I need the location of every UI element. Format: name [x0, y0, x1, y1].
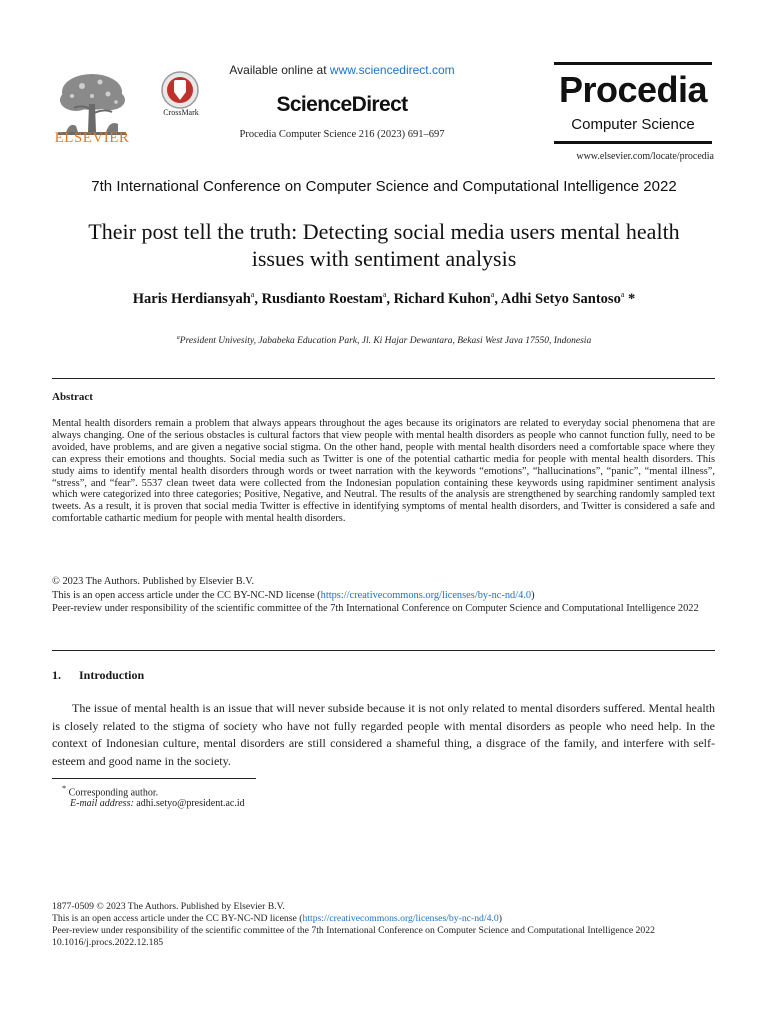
- license-suffix: ): [531, 589, 535, 601]
- peer-review-line: Peer-review under responsibility of the scientific committee of the 7th International Conference on Computer Science and Computational Intelligence 2022: [52, 603, 699, 615]
- footnote-star: *: [62, 784, 67, 793]
- abstract-copyright-block: [52, 575, 715, 616]
- abstract-bottom-rule: [52, 650, 715, 651]
- author-separator: ,: [254, 290, 262, 307]
- corresponding-author-note: [62, 784, 158, 798]
- email-label: E-mail address:: [70, 798, 134, 809]
- available-prefix: Available online at: [229, 63, 327, 77]
- author-separator: ,: [386, 290, 394, 307]
- footer-peer-review: Peer-review under responsibility of the scientific committee of the 7th International Conference on Computer Science and Computational Intelligence 2022: [52, 925, 655, 936]
- introduction-heading: [52, 668, 144, 683]
- author-list: [40, 290, 728, 308]
- sciencedirect-wordmark: ScienceDirect: [276, 93, 408, 116]
- affiliation-mark: a: [176, 335, 180, 341]
- license-link[interactable]: https://creativecommons.org/licenses/by-nc-nd/4.0: [320, 589, 532, 601]
- abstract-heading: Abstract: [52, 391, 93, 403]
- footer-license-prefix: This is an open access article under the CC BY-NC-ND license (: [52, 913, 303, 924]
- corresponding-author-mark: *: [624, 290, 636, 307]
- abstract-top-rule: [52, 378, 715, 379]
- author-affiliation-mark: a: [250, 290, 255, 299]
- footer-license-suffix: ): [498, 913, 502, 924]
- crossmark-label: CrossMark: [163, 108, 199, 117]
- title-line-2: issues with sentiment analysis: [251, 246, 517, 271]
- corresponding-label: Corresponding author.: [68, 787, 159, 799]
- author-name: Haris Herdiansyah: [132, 290, 251, 307]
- crossmark-icon[interactable]: [160, 70, 200, 110]
- available-online-line: [210, 63, 474, 77]
- footer-license-link[interactable]: https://creativecommons.org/licenses/by-nc-nd/4.0: [302, 913, 499, 924]
- author-affiliation: [40, 335, 728, 346]
- procedia-subtitle: Computer Science: [571, 116, 695, 133]
- author-affiliation-mark: a: [620, 290, 625, 299]
- author-name: Richard Kuhon: [393, 290, 491, 307]
- section-number: 1.: [52, 668, 61, 682]
- affiliation-text: President Univesity, Jababeka Education Park, Jl. Ki Hajar Dewantara, Bekasi West Java 17550, Indonesia: [179, 336, 592, 347]
- journal-url[interactable]: www.elsevier.com/locate/procedia: [576, 151, 714, 162]
- author-separator: ,: [494, 290, 501, 307]
- email-note: [70, 798, 245, 809]
- footnote-rule: [52, 778, 256, 779]
- elsevier-wordmark: ELSEVIER: [54, 130, 130, 146]
- author-affiliation-mark: a: [490, 290, 495, 299]
- abstract-text: Mental health disorders remain a problem that always appears throughout the ages because its originators are related to everyday social phenomena that are always changing. One of the serious obstacles is cultural factors that view people with mental health disorders as people who cannot function fully, need to be avoided, have problems, and are given a negative social stigma. On the other hand, people with mental health disorders need a comfortable space where they can express their emotions and thoughts. Social media such as Twitter is one of the potential cathartic media for people with mental health disorders. This study aims to identify mental health disorders through words or tweet narration with the keywords “emotions”, “hallucinations”, “panic”, “mental illness”, “stress”, and “fear”. 5537 clean tweet data were collected from the Indonesian population containing these keywords using rapidminer sentiment analysis which were categorized into three categories; Positive, Negative, and Neutral. The results of the analysis are strengthened by searching randomly sampled text tweets. As a result, it is proven that social media Twitter is effective in identifying symptoms of mental health disorders, and Twitter is considered a safe and comfortable cathartic medium for people with mental health disorders.: [52, 418, 715, 525]
- author-name: Adhi Setyo Santoso: [500, 290, 621, 307]
- license-line: [52, 589, 715, 603]
- footer-license-line: [52, 913, 715, 925]
- page-footer: [52, 901, 715, 949]
- license-prefix: This is an open access article under the CC BY-NC-ND license (: [52, 589, 321, 601]
- author-name: Rusdianto Roestam: [261, 290, 383, 307]
- introduction-text: The issue of mental health is an issue that will never subside because it is not only related to mental disorders suffered. Mental health is closely related to the stigma of society who have not fully regarded people with mental disorders as people who need help. In the context of Indonesian culture, mental disorders are still considered a shameful thing, a disgrace of the family, and interfere with self-esteem and good name in the society.: [52, 701, 715, 768]
- journal-reference: Procedia Computer Science 216 (2023) 691–697: [239, 129, 445, 140]
- issn-line: 1877-0509 © 2023 The Authors. Published by Elsevier B.V.: [52, 901, 285, 912]
- sciencedirect-link[interactable]: www.sciencedirect.com: [329, 63, 455, 77]
- author-affiliation-mark: a: [382, 290, 387, 299]
- title-line-1: Their post tell the truth: Detecting social media users mental health: [88, 219, 680, 244]
- copyright-line: © 2023 The Authors. Published by Elsevier B.V.: [52, 576, 255, 587]
- email-address[interactable]: adhi.setyo@president.ac.id: [136, 798, 245, 809]
- doi-line[interactable]: 10.1016/j.procs.2022.12.185: [52, 937, 164, 948]
- conference-name: 7th International Conference on Computer Science and Computational Intelligence 2022: [91, 178, 677, 195]
- section-title: Introduction: [79, 668, 145, 682]
- procedia-wordmark: Procedia: [558, 69, 708, 110]
- paper-title: [40, 218, 728, 272]
